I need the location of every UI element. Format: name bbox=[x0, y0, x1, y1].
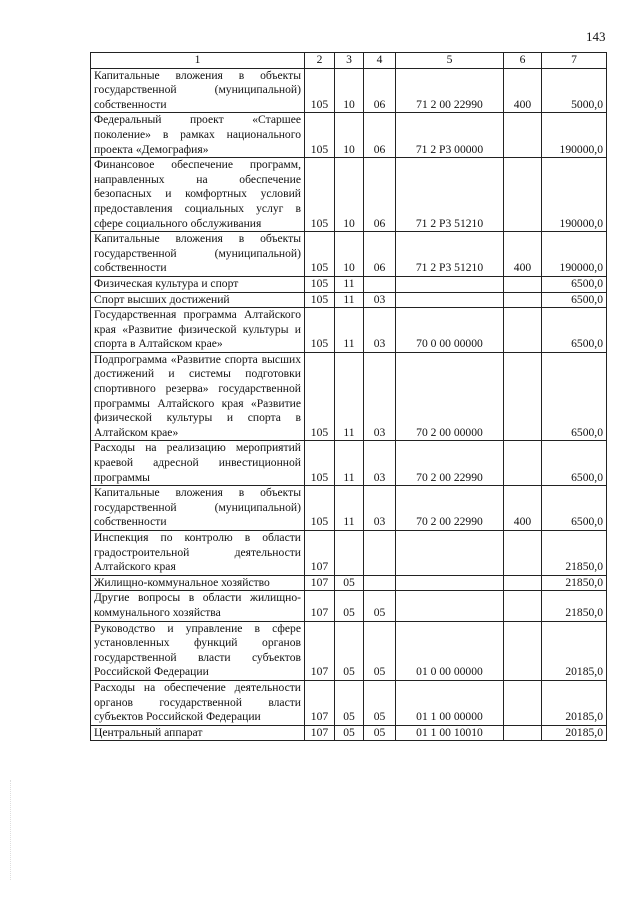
expense-type-cell bbox=[504, 575, 542, 591]
target-article-cell: 70 2 00 22990 bbox=[396, 441, 504, 486]
amount-cell: 190000,0 bbox=[542, 113, 607, 158]
subsection-code-cell: 11 bbox=[335, 308, 364, 353]
section-code-cell: 107 bbox=[305, 680, 335, 725]
item-name-cell: Инспекция по контролю в области градостроительной деятельности Алтайского края bbox=[91, 531, 305, 576]
column-header: 3 bbox=[335, 53, 364, 69]
column-header: 6 bbox=[504, 53, 542, 69]
section-code-cell: 105 bbox=[305, 232, 335, 277]
table-row bbox=[91, 68, 607, 113]
subsection-detail-cell bbox=[364, 531, 396, 576]
amount-cell: 6500,0 bbox=[542, 352, 607, 441]
expense-type-cell bbox=[504, 308, 542, 353]
table-row bbox=[91, 441, 607, 486]
expense-type-cell bbox=[504, 531, 542, 576]
subsection-code-cell: 05 bbox=[335, 621, 364, 680]
table-row bbox=[91, 486, 607, 531]
item-name-cell: Финансовое обеспечение программ, направленных на обеспечение безопасных и комфортных условий предоставления социальных услуг в сфере социального обслуживания bbox=[91, 158, 305, 232]
subsection-detail-cell: 06 bbox=[364, 113, 396, 158]
column-header: 1 bbox=[91, 53, 305, 69]
expense-type-cell bbox=[504, 441, 542, 486]
budget-table bbox=[90, 52, 607, 741]
subsection-detail-cell: 03 bbox=[364, 308, 396, 353]
expense-type-cell bbox=[504, 292, 542, 308]
subsection-detail-cell: 05 bbox=[364, 621, 396, 680]
subsection-detail-cell: 03 bbox=[364, 292, 396, 308]
table-row bbox=[91, 621, 607, 680]
expense-type-cell bbox=[504, 276, 542, 292]
target-article-cell: 71 2 P3 51210 bbox=[396, 232, 504, 277]
target-article-cell: 71 2 00 22990 bbox=[396, 68, 504, 113]
table-row bbox=[91, 591, 607, 621]
column-header: 2 bbox=[305, 53, 335, 69]
amount-cell: 5000,0 bbox=[542, 68, 607, 113]
expense-type-cell: 400 bbox=[504, 486, 542, 531]
item-name-cell: Центральный аппарат bbox=[91, 725, 305, 741]
amount-cell: 6500,0 bbox=[542, 486, 607, 531]
section-code-cell: 107 bbox=[305, 621, 335, 680]
item-name-cell: Капитальные вложения в объекты государственной (муниципальной) собственности bbox=[91, 68, 305, 113]
table-row bbox=[91, 680, 607, 725]
item-name-cell: Государственная программа Алтайского края «Развитие физической культуры и спорта в Алтайском крае» bbox=[91, 308, 305, 353]
amount-cell: 20185,0 bbox=[542, 725, 607, 741]
table-header-row bbox=[91, 53, 607, 69]
target-article-cell: 71 2 P3 00000 bbox=[396, 113, 504, 158]
table-row bbox=[91, 575, 607, 591]
subsection-code-cell: 11 bbox=[335, 276, 364, 292]
expense-type-cell bbox=[504, 113, 542, 158]
subsection-detail-cell: 05 bbox=[364, 680, 396, 725]
subsection-code-cell: 10 bbox=[335, 232, 364, 277]
subsection-detail-cell: 03 bbox=[364, 441, 396, 486]
table-body bbox=[91, 68, 607, 741]
section-code-cell: 105 bbox=[305, 486, 335, 531]
target-article-cell bbox=[396, 292, 504, 308]
item-name-cell: Другие вопросы в области жилищно-коммунального хозяйства bbox=[91, 591, 305, 621]
amount-cell: 190000,0 bbox=[542, 232, 607, 277]
item-name-cell: Физическая культура и спорт bbox=[91, 276, 305, 292]
section-code-cell: 105 bbox=[305, 308, 335, 353]
subsection-code-cell: 05 bbox=[335, 575, 364, 591]
amount-cell: 6500,0 bbox=[542, 276, 607, 292]
section-code-cell: 105 bbox=[305, 441, 335, 486]
subsection-detail-cell bbox=[364, 276, 396, 292]
target-article-cell: 70 2 00 22990 bbox=[396, 486, 504, 531]
subsection-code-cell: 10 bbox=[335, 158, 364, 232]
target-article-cell: 70 2 00 00000 bbox=[396, 352, 504, 441]
subsection-code-cell: 10 bbox=[335, 68, 364, 113]
target-article-cell: 01 1 00 10010 bbox=[396, 725, 504, 741]
table-row bbox=[91, 158, 607, 232]
expense-type-cell bbox=[504, 591, 542, 621]
section-code-cell: 105 bbox=[305, 352, 335, 441]
table-row bbox=[91, 292, 607, 308]
table-row bbox=[91, 232, 607, 277]
expense-type-cell bbox=[504, 158, 542, 232]
amount-cell: 190000,0 bbox=[542, 158, 607, 232]
item-name-cell: Федеральный проект «Старшее поколение» в рамках национального проекта «Демография» bbox=[91, 113, 305, 158]
target-article-cell: 71 2 P3 51210 bbox=[396, 158, 504, 232]
expense-type-cell bbox=[504, 621, 542, 680]
item-name-cell: Расходы на обеспечение деятельности органов государственной власти субъектов Российской Федерации bbox=[91, 680, 305, 725]
target-article-cell: 01 0 00 00000 bbox=[396, 621, 504, 680]
subsection-code-cell: 05 bbox=[335, 591, 364, 621]
section-code-cell: 105 bbox=[305, 276, 335, 292]
item-name-cell: Капитальные вложения в объекты государственной (муниципальной) собственности bbox=[91, 232, 305, 277]
target-article-cell bbox=[396, 276, 504, 292]
target-article-cell: 01 1 00 00000 bbox=[396, 680, 504, 725]
subsection-code-cell: 11 bbox=[335, 352, 364, 441]
subsection-detail-cell: 03 bbox=[364, 486, 396, 531]
section-code-cell: 105 bbox=[305, 113, 335, 158]
section-code-cell: 107 bbox=[305, 575, 335, 591]
item-name-cell: Спорт высших достижений bbox=[91, 292, 305, 308]
expense-type-cell bbox=[504, 725, 542, 741]
section-code-cell: 105 bbox=[305, 292, 335, 308]
amount-cell: 21850,0 bbox=[542, 575, 607, 591]
expense-type-cell: 400 bbox=[504, 68, 542, 113]
target-article-cell bbox=[396, 575, 504, 591]
item-name-cell: Капитальные вложения в объекты государственной (муниципальной) собственности bbox=[91, 486, 305, 531]
column-header: 5 bbox=[396, 53, 504, 69]
subsection-detail-cell: 06 bbox=[364, 232, 396, 277]
table-row bbox=[91, 113, 607, 158]
section-code-cell: 107 bbox=[305, 725, 335, 741]
table-row bbox=[91, 531, 607, 576]
subsection-code-cell: 11 bbox=[335, 292, 364, 308]
subsection-code-cell: 11 bbox=[335, 486, 364, 531]
section-code-cell: 107 bbox=[305, 531, 335, 576]
column-header: 4 bbox=[364, 53, 396, 69]
page-number: 143 bbox=[586, 29, 606, 44]
table-row bbox=[91, 352, 607, 441]
target-article-cell bbox=[396, 591, 504, 621]
section-code-cell: 105 bbox=[305, 158, 335, 232]
amount-cell: 20185,0 bbox=[542, 621, 607, 680]
section-code-cell: 105 bbox=[305, 68, 335, 113]
item-name-cell: Руководство и управление в сфере установленных функций органов государственной власти субъектов Российской Федерации bbox=[91, 621, 305, 680]
subsection-detail-cell: 05 bbox=[364, 725, 396, 741]
amount-cell: 21850,0 bbox=[542, 531, 607, 576]
scan-margin-line bbox=[10, 780, 12, 880]
subsection-code-cell: 05 bbox=[335, 725, 364, 741]
subsection-code-cell: 10 bbox=[335, 113, 364, 158]
item-name-cell: Жилищно-коммунальное хозяйство bbox=[91, 575, 305, 591]
subsection-detail-cell: 06 bbox=[364, 68, 396, 113]
subsection-detail-cell: 06 bbox=[364, 158, 396, 232]
amount-cell: 6500,0 bbox=[542, 308, 607, 353]
table-row bbox=[91, 276, 607, 292]
expense-type-cell bbox=[504, 680, 542, 725]
item-name-cell: Расходы на реализацию мероприятий краевой адресной инвестиционной программы bbox=[91, 441, 305, 486]
target-article-cell: 70 0 00 00000 bbox=[396, 308, 504, 353]
subsection-code-cell: 11 bbox=[335, 441, 364, 486]
subsection-detail-cell: 03 bbox=[364, 352, 396, 441]
amount-cell: 20185,0 bbox=[542, 680, 607, 725]
subsection-detail-cell bbox=[364, 575, 396, 591]
target-article-cell bbox=[396, 531, 504, 576]
item-name-cell: Подпрограмма «Развитие спорта высших достижений и системы подготовки спортивного резерва» государственной программы Алтайского края «Развитие физической культуры и спорта в Алтайском крае» bbox=[91, 352, 305, 441]
subsection-code-cell: 05 bbox=[335, 680, 364, 725]
column-header: 7 bbox=[542, 53, 607, 69]
subsection-detail-cell: 05 bbox=[364, 591, 396, 621]
amount-cell: 6500,0 bbox=[542, 441, 607, 486]
table-row bbox=[91, 725, 607, 741]
subsection-code-cell bbox=[335, 531, 364, 576]
table-row bbox=[91, 308, 607, 353]
expense-type-cell: 400 bbox=[504, 232, 542, 277]
amount-cell: 6500,0 bbox=[542, 292, 607, 308]
amount-cell: 21850,0 bbox=[542, 591, 607, 621]
section-code-cell: 107 bbox=[305, 591, 335, 621]
expense-type-cell bbox=[504, 352, 542, 441]
